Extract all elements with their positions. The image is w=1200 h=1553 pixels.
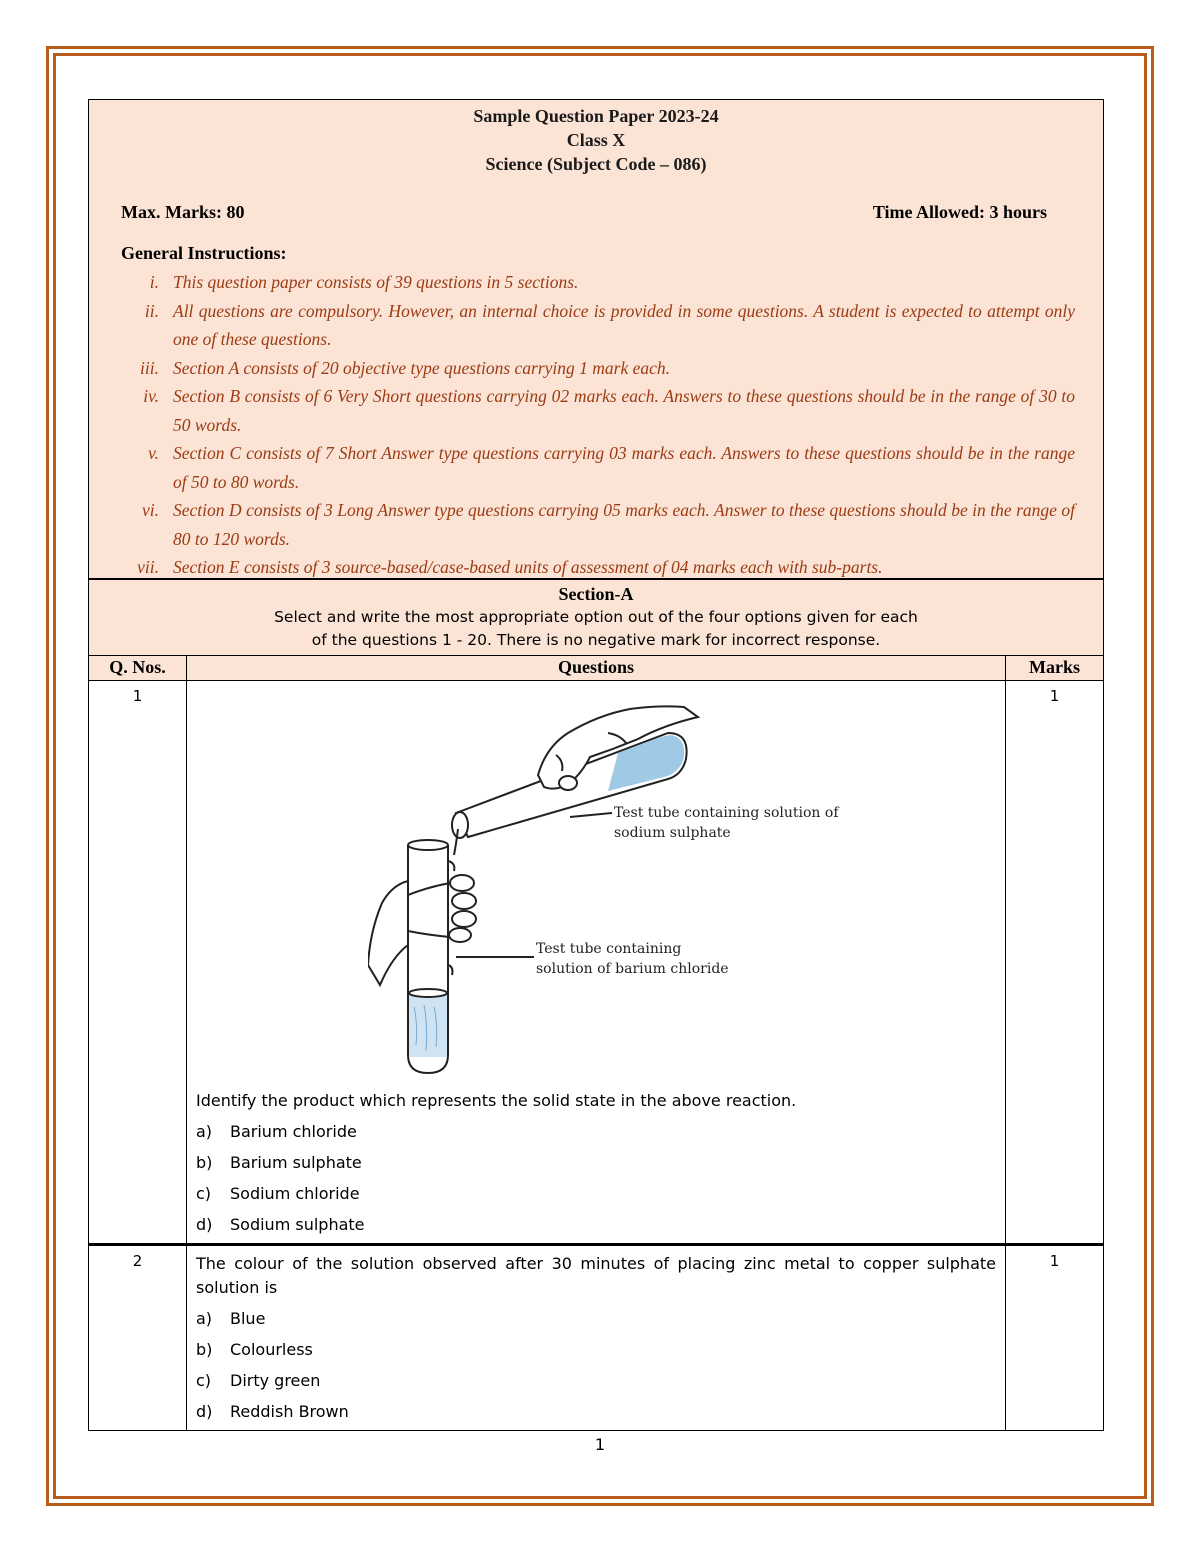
option: d) Reddish Brown	[196, 1402, 349, 1421]
table-header-row	[89, 656, 1104, 681]
section-a-header	[88, 578, 1104, 656]
option: b) Colourless	[196, 1340, 313, 1359]
section-instruction-line1: Select and write the most appropriate option out of the four options given for each	[274, 608, 918, 626]
table-row	[89, 1245, 1104, 1431]
section-title: Section-A	[558, 584, 634, 604]
instruction-item: i. This question paper consists of 39 questions in 5 sections.	[149, 272, 579, 292]
table-row	[89, 681, 1104, 1245]
instruction-item: vii. Section E consists of 3 source-based/case-based units of assessment of 04 marks each with sub-parts.	[137, 557, 883, 577]
instruction-item: iii. Section A consists of 20 objective type questions carrying 1 mark each.	[140, 357, 671, 378]
question-cell	[187, 681, 1006, 1245]
question-text: Identify the product which represents the solid state in the above reaction.	[196, 1091, 797, 1110]
instruction-item: iv. Section B consists of 6 Very Short questions carrying 02 marks each. Answers to these questions should be in the range of 30 to 50 words.	[143, 386, 1075, 435]
question-number: 1	[89, 681, 187, 1245]
label-sodium-sulphate-tube: Test tube containing solution of sodium sulphate	[614, 805, 839, 841]
test-tube-figure	[368, 695, 848, 1081]
bottom-hand	[368, 861, 476, 985]
option: c) Dirty green	[196, 1371, 321, 1390]
header-questions: Questions	[187, 656, 1006, 681]
section-instruction-line2: of the questions 1 - 20. There is no negative mark for incorrect response.	[311, 631, 881, 649]
test-tube-illustration	[368, 695, 848, 1081]
class-label: Class X	[566, 130, 626, 150]
label-barium-chloride-tube: Test tube containing solution of barium chloride	[536, 941, 729, 977]
question-cell	[187, 1245, 1006, 1431]
option: b) Barium sulphate	[196, 1153, 362, 1172]
instruction-item: v. Section C consists of 7 Short Answer type questions carrying 03 marks each. Answers to these questions should be in the range of 50 to 80 words.	[148, 443, 1075, 492]
subject-label: Science (Subject Code – 086)	[485, 154, 707, 174]
question-text: The colour of the solution observed after 30 minutes of placing zinc metal to copper sulphate solution is	[196, 1254, 996, 1297]
question-marks: 1	[1006, 681, 1104, 1245]
instructions-title: General Instructions:	[121, 243, 287, 263]
marks-time-line	[121, 202, 1047, 223]
option: c) Sodium chloride	[196, 1184, 360, 1203]
option: d) Sodium sulphate	[196, 1215, 365, 1234]
instruction-item: ii. All questions are compulsory. However, an internal choice is provided in some questions. A student is expected to attempt only one of these questions.	[144, 300, 1075, 349]
option: a) Blue	[196, 1309, 266, 1328]
header-marks: Marks	[1006, 656, 1104, 681]
instruction-item: vi. Section D consists of 3 Long Answer type questions carrying 05 marks each. Answer to these questions should be in the range of 80 to 120 words.	[141, 500, 1075, 549]
vertical-test-tube	[408, 840, 448, 1073]
time-allowed: Time Allowed: 3 hours	[872, 202, 1047, 222]
paper-header	[88, 99, 1104, 579]
instructions-list	[89, 268, 1075, 582]
header-qno: Q. Nos.	[89, 656, 187, 681]
question-number: 2	[89, 1245, 187, 1431]
max-marks: Max. Marks: 80	[121, 202, 245, 222]
paper-title: Sample Question Paper 2023-24	[473, 106, 719, 126]
questions-table	[88, 655, 1104, 1431]
page-number: 1	[594, 1435, 606, 1454]
leader-line-top	[570, 813, 612, 817]
question-marks: 1	[1006, 1245, 1104, 1431]
option: a) Barium chloride	[196, 1122, 357, 1141]
header-titles	[89, 104, 1103, 176]
